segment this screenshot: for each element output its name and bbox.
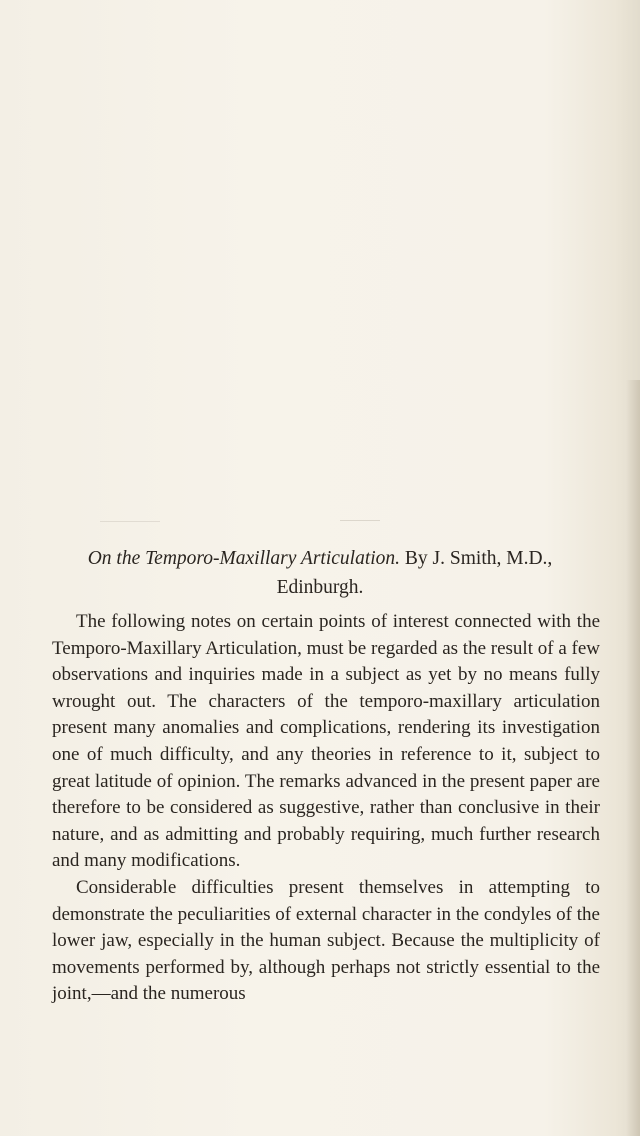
article-title: On the Temporo-Maxillary Articulation.	[87, 548, 401, 569]
paragraph: Considerable difficulties present themselves in attempting to demonstrate the peculiarities of external character in the condyles of the lower jaw, especially in the human subject. Because the multiplicity of movements performed by, although perhaps not strictly essential to the joint,—and the numerous	[52, 876, 600, 1005]
paper-mark	[100, 521, 160, 522]
author-location: Edinburgh.	[276, 577, 364, 598]
paragraph: The following notes on certain points of interest connected with the Temporo-Maxillary Articulation, must be regarded as the result of a few observations and inquiries made in a subject as yet by no means fully wrought out. The characters of the temporo-maxillary articulation present many anomalies and complications, rendering its investigation one of much difficulty, and any theories in reference to it, subject to great latitude of opinion. The remarks advanced in the present paper are therefore to be considered as suggestive, rather than conclusive in their nature, and as admitting and probably requiring, much further research and many modifications.	[52, 611, 600, 872]
title-line	[40, 544, 600, 573]
article-body	[52, 609, 600, 1008]
article-byline: By J. Smith, M.D.,	[400, 548, 553, 569]
page-edge-shadow	[626, 380, 640, 1136]
paper-mark	[340, 520, 380, 521]
article-heading	[40, 544, 600, 602]
